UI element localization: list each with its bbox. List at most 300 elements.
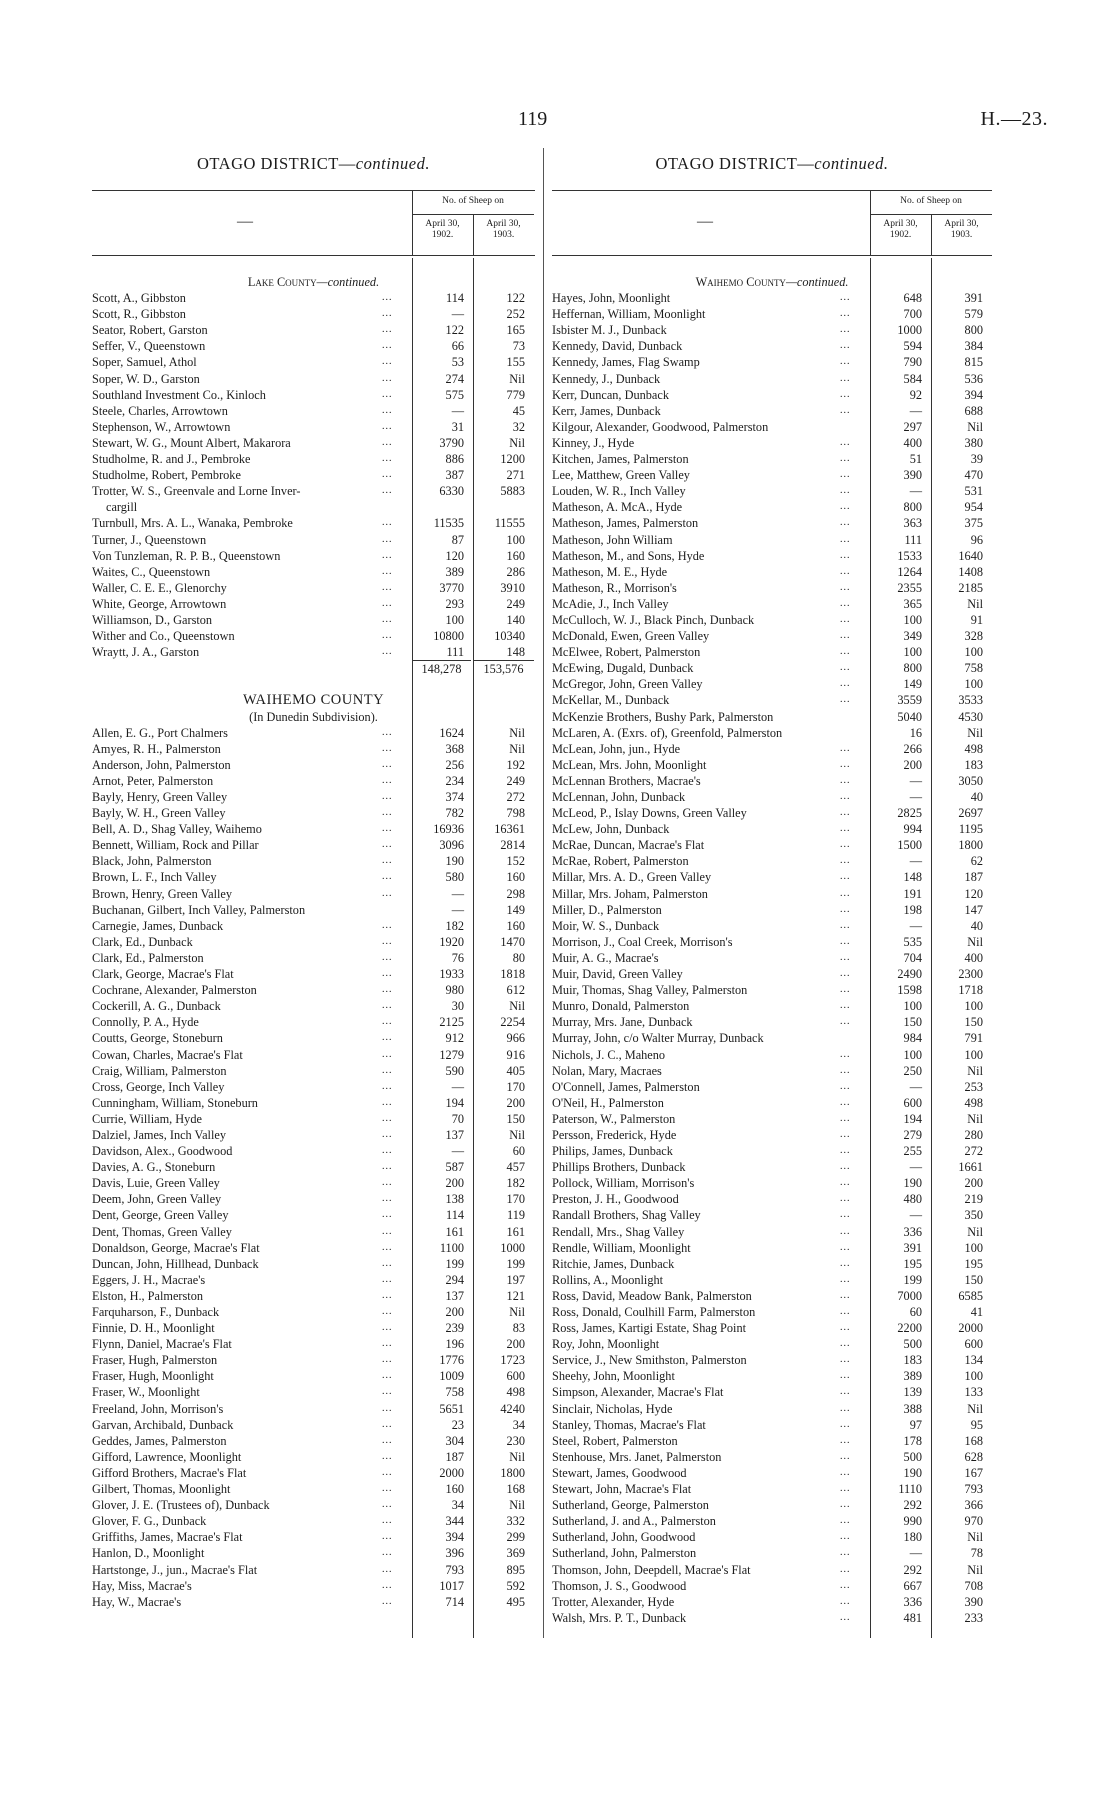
waihemo-row — [552, 1063, 992, 1079]
entry-name: Morrison, J., Coal Creek, Morrison's — [552, 934, 733, 949]
sheep-1902: 191 — [903, 886, 922, 901]
sheep-1902: 886 — [445, 452, 464, 467]
leader-dots: ... — [840, 1000, 851, 1012]
sheep-1902: 394 — [445, 1530, 464, 1545]
waihemo-row — [92, 1352, 535, 1368]
sheep-1902: 1110 — [898, 1482, 922, 1497]
sheep-1902: 66 — [451, 339, 464, 354]
entry-name: Kinney, J., Hyde — [552, 435, 635, 450]
leader-dots: ... — [840, 485, 851, 497]
entry-name: Griffiths, James, Macrae's Flat — [92, 1530, 243, 1545]
sheep-1902: 700 — [903, 307, 922, 322]
sheep-1903: Nil — [509, 435, 525, 450]
waihemo-row — [92, 773, 535, 789]
leader-dots: ... — [382, 1273, 393, 1285]
entry-name: McRae, Duncan, Macrae's Flat — [552, 838, 705, 853]
header-bottom-rule — [552, 255, 992, 256]
leader-dots: ... — [382, 517, 393, 529]
sheep-1902: 368 — [445, 741, 464, 756]
entry-name: Fraser, Hugh, Palmerston — [92, 1353, 218, 1368]
leader-dots: ... — [840, 1354, 851, 1366]
sheep-1903: 1200 — [500, 452, 525, 467]
sheep-1902: 100 — [903, 1047, 922, 1062]
entry-name: McKenzie Brothers, Bushy Park, Palmerston — [552, 709, 774, 724]
lake-row — [92, 435, 535, 451]
sheep-1903: 78 — [970, 1546, 983, 1561]
left-heading-italic: continued. — [355, 154, 430, 173]
sheep-1902: 87 — [451, 532, 464, 547]
waihemo-row — [552, 1095, 992, 1111]
leader-dots: ... — [840, 807, 851, 819]
sheep-1903: 16361 — [494, 822, 525, 837]
entry-name: Brown, Henry, Green Valley — [92, 886, 233, 901]
sheep-1902: — — [909, 484, 922, 499]
leader-dots: ... — [382, 613, 393, 625]
sheep-1903: 272 — [964, 1144, 983, 1159]
sheep-1902: 304 — [445, 1433, 464, 1448]
sheep-1902: 200 — [903, 757, 922, 772]
leader-dots: ... — [382, 404, 393, 416]
entry-name: Ritchie, James, Dunback — [552, 1256, 675, 1271]
sheep-1902: 200 — [445, 1176, 464, 1191]
year1-a: April 30, — [425, 219, 460, 229]
entry-name: Millar, Mrs. Joham, Palmerston — [552, 886, 708, 901]
entry-name: Murray, John, c/o Walter Murray, Dunback — [552, 1031, 764, 1046]
waihemo-row — [552, 902, 992, 918]
waihemo-row — [552, 998, 992, 1014]
year1-b: 1902. — [431, 230, 454, 240]
lake-row — [92, 644, 535, 660]
sheep-1902: 31 — [451, 419, 464, 434]
entry-name: Service, J., New Smithston, Palmerston — [552, 1353, 747, 1368]
waihemo-row — [552, 886, 992, 902]
leader-dots: ... — [840, 436, 851, 448]
year2-header — [931, 219, 992, 241]
sheep-1903: 390 — [964, 1594, 983, 1609]
entry-name: Thomson, John, Deepdell, Macrae's Flat — [552, 1562, 751, 1577]
leader-dots: ... — [382, 1370, 393, 1382]
waihemo-row — [552, 628, 992, 644]
entry-name: Cowan, Charles, Macrae's Flat — [92, 1047, 243, 1062]
sheep-1903: 170 — [506, 1192, 525, 1207]
leader-dots: ... — [840, 1466, 851, 1478]
entry-name: Davies, A. G., Stoneburn — [92, 1160, 216, 1175]
column-separator — [543, 148, 544, 1638]
waihemo-row — [92, 853, 535, 869]
waihemo-row — [92, 1304, 535, 1320]
sheep-1903: 230 — [506, 1433, 525, 1448]
waihemo-row — [552, 1256, 992, 1272]
entry-name: Matheson, M. E., Hyde — [552, 564, 668, 579]
sheep-1903: 366 — [964, 1498, 983, 1513]
waihemo-row — [92, 886, 535, 902]
entry-name: McEwing, Dugald, Dunback — [552, 661, 694, 676]
sheep-1902: 137 — [445, 1127, 464, 1142]
lake-row — [92, 419, 535, 435]
waihemo-row — [552, 1143, 992, 1159]
right-column-header — [552, 193, 992, 255]
sheep-1902: 16 — [909, 725, 922, 740]
entry-name: Simpson, Alexander, Macrae's Flat — [552, 1385, 724, 1400]
entry-name: Garvan, Archibald, Dunback — [92, 1417, 234, 1432]
waihemo-row — [92, 1562, 535, 1578]
sheep-1903: 100 — [964, 1369, 983, 1384]
sheep-header: No. of Sheep on — [900, 196, 962, 206]
sheep-1902: 51 — [909, 452, 922, 467]
entry-name: Hay, W., Macrae's — [92, 1594, 182, 1609]
entry-name: Matheson, M., and Sons, Hyde — [552, 548, 705, 563]
leader-dots: ... — [382, 951, 393, 963]
sheep-1902: 336 — [903, 1224, 922, 1239]
entry-name: Buchanan, Gilbert, Inch Valley, Palmerston — [92, 902, 306, 917]
entry-name: Studholme, R. and J., Pembroke — [92, 452, 251, 467]
entry-name: Currie, William, Hyde — [92, 1111, 202, 1126]
lake-row — [92, 580, 535, 596]
sheep-1903: 628 — [964, 1449, 983, 1464]
leader-dots: ... — [382, 485, 393, 497]
sheep-1903: 249 — [506, 596, 525, 611]
sheep-1903: 168 — [964, 1433, 983, 1448]
waihemo-heading: WAIHEMO COUNTY — [242, 692, 385, 709]
leader-dots: ... — [382, 1499, 393, 1511]
sheep-1903: 199 — [506, 1256, 525, 1271]
waihemo-row — [552, 1079, 992, 1095]
sheep-1902: 714 — [445, 1594, 464, 1609]
sheep-1902: 387 — [445, 468, 464, 483]
leader-dots: ... — [840, 1338, 851, 1350]
sheep-1902: 100 — [903, 999, 922, 1014]
waihemo-row — [92, 1207, 535, 1223]
entry-name: Moir, W. S., Dunback — [552, 918, 660, 933]
sheep-1903: 182 — [506, 1176, 525, 1191]
leader-dots: ... — [382, 1483, 393, 1495]
leader-dots: ... — [840, 340, 851, 352]
entry-name: Geddes, James, Palmerston — [92, 1433, 227, 1448]
sheep-1903: 2000 — [958, 1321, 983, 1336]
leader-dots: ... — [840, 404, 851, 416]
sheep-1902: 374 — [445, 790, 464, 804]
entry-name: Craig, William, Palmerston — [92, 1063, 227, 1078]
leader-dots: ... — [840, 646, 851, 658]
sheep-1902: 590 — [445, 1063, 464, 1078]
leader-dots: ... — [840, 984, 851, 996]
leader-dots: ... — [840, 1048, 851, 1060]
sheep-1902: 594 — [903, 339, 922, 354]
sheep-1902: 1264 — [897, 564, 922, 579]
waihemo-row — [92, 821, 535, 837]
sheep-1902: 481 — [903, 1610, 922, 1625]
waihemo-row — [552, 1272, 992, 1288]
sheep-header: No. of Sheep on — [442, 196, 504, 206]
name-col-header: — — [697, 213, 713, 230]
waihemo-row — [552, 596, 992, 612]
entry-name: McRae, Robert, Palmerston — [552, 854, 689, 869]
leader-dots: ... — [382, 1048, 393, 1060]
sheep-1902: 396 — [445, 1546, 464, 1561]
entry-name: Ross, James, Kartigi Estate, Shag Point — [552, 1321, 747, 1336]
sheep-1903: 1661 — [958, 1160, 983, 1175]
waihemo-row — [92, 869, 535, 885]
leader-dots: ... — [840, 308, 851, 320]
sheep-1903: 119 — [507, 1208, 525, 1223]
entry-name: Bennett, William, Rock and Pillar — [92, 838, 259, 853]
leader-dots: ... — [840, 935, 851, 947]
entry-name: McLennan, John, Dunback — [552, 790, 686, 804]
entry-name: Kerr, James, Dunback — [552, 403, 661, 418]
waihemo-row — [92, 1545, 535, 1561]
entry-name: Matheson, A. McA., Hyde — [552, 500, 683, 515]
leader-dots: ... — [840, 1289, 851, 1301]
sheep-1902: 584 — [903, 371, 922, 386]
sheep-1902: 97 — [909, 1417, 922, 1432]
sheep-1903: 498 — [964, 1095, 983, 1110]
lake-row — [92, 596, 535, 612]
entry-name: Brown, L. F., Inch Valley — [92, 870, 217, 885]
waihemo-row — [552, 1368, 992, 1384]
leader-dots: ... — [840, 887, 851, 899]
sheep-1903: 405 — [506, 1063, 525, 1078]
leader-dots: ... — [840, 533, 851, 545]
sheep-1902: 912 — [445, 1031, 464, 1046]
sheep-1902: 758 — [445, 1385, 464, 1400]
entry-name: Clark, George, Macrae's Flat — [92, 967, 234, 982]
entry-name: Trotter, Alexander, Hyde — [552, 1594, 675, 1609]
waihemo-row — [552, 548, 992, 564]
entry-name: Davis, Luie, Green Valley — [92, 1176, 220, 1191]
leader-dots: ... — [382, 807, 393, 819]
waihemo-row — [92, 1256, 535, 1272]
sheep-1903: 200 — [964, 1176, 983, 1191]
sheep-1903: 152 — [506, 854, 525, 869]
sheep-1903: Nil — [509, 725, 525, 740]
entry-name: Ross, Donald, Coulhill Farm, Palmerston — [552, 1305, 756, 1319]
entry-name: Bayly, Henry, Green Valley — [92, 790, 228, 804]
sheep-1902: 587 — [445, 1160, 464, 1175]
leader-dots: ... — [840, 774, 851, 786]
entry-name: McAdie, J., Inch Valley — [552, 596, 669, 611]
sheep-1902: — — [909, 1546, 922, 1561]
entry-name: Wraytt, J. A., Garston — [92, 645, 200, 660]
sheep-1903: 1718 — [958, 983, 983, 998]
sheep-1903: 252 — [506, 307, 525, 322]
waihemo-row — [552, 580, 992, 596]
entry-name: Cunningham, William, Stoneburn — [92, 1095, 258, 1110]
lake-row — [92, 628, 535, 644]
waihemo-row — [92, 1401, 535, 1417]
leader-dots: ... — [382, 1466, 393, 1478]
leader-dots: ... — [382, 1257, 393, 1269]
entry-name: Sheehy, John, Moonlight — [552, 1369, 675, 1384]
entry-name: Von Tunzleman, R. P. B., Queenstown — [92, 548, 281, 563]
leader-dots: ... — [840, 871, 851, 883]
entry-name: Stewart, John, Macrae's Flat — [552, 1482, 692, 1497]
entry-name: Sutherland, J. and A., Palmerston — [552, 1514, 716, 1529]
sheep-1903: Nil — [967, 1530, 983, 1545]
lake-row — [92, 387, 535, 403]
lake-row — [92, 451, 535, 467]
leader-dots: ... — [840, 903, 851, 915]
right-heading — [552, 154, 992, 174]
sheep-1903: 800 — [964, 323, 983, 338]
sheep-1902: 1598 — [897, 983, 922, 998]
waihemo-row — [92, 1594, 535, 1610]
sheep-1902: 2490 — [897, 967, 922, 982]
sheep-1903: Nil — [509, 1498, 525, 1513]
waihemo-row — [92, 1143, 535, 1159]
sheep-1903: 187 — [964, 870, 983, 885]
entry-name: Finnie, D. H., Moonlight — [92, 1321, 215, 1336]
sheep-1903: 536 — [964, 371, 983, 386]
waihemo-continued-heading — [552, 274, 992, 290]
sheep-1902: 704 — [903, 950, 922, 965]
leader-dots: ... — [840, 613, 851, 625]
entry-name: Stewart, W. G., Mount Albert, Makarora — [92, 435, 291, 450]
entry-name: Davidson, Alex., Goodwood — [92, 1144, 233, 1159]
entry-name: Gilbert, Thomas, Moonlight — [92, 1482, 231, 1497]
waihemo-row — [552, 564, 992, 580]
lake-row — [92, 515, 535, 531]
sheep-1903: 155 — [506, 355, 525, 370]
waihemo-row — [92, 1175, 535, 1191]
entry-name: McLew, John, Dunback — [552, 822, 670, 837]
leader-dots: ... — [382, 1177, 393, 1189]
entry-name: Soper, W. D., Garston — [92, 371, 200, 386]
header-bottom-rule — [92, 255, 535, 256]
entry-name: Paterson, W., Palmerston — [552, 1111, 676, 1126]
sheep-1902: — — [909, 773, 922, 788]
leader-dots: ... — [382, 1289, 393, 1301]
leader-dots: ... — [382, 1386, 393, 1398]
waihemo-row — [552, 354, 992, 370]
waihemo-row — [552, 306, 992, 322]
sheep-1902: 234 — [445, 773, 464, 788]
entry-name: Phillips Brothers, Dunback — [552, 1160, 686, 1175]
data-rule-v1 — [870, 258, 871, 1638]
year2-a: April 30, — [944, 219, 979, 229]
entry-name: Amyes, R. H., Palmerston — [92, 741, 221, 756]
sheep-1902: 1017 — [439, 1578, 464, 1593]
entry-name: McLeod, P., Islay Downs, Green Valley — [552, 806, 747, 821]
waihemo-row — [552, 773, 992, 789]
entry-name: Hayes, John, Moonlight — [552, 291, 671, 306]
entry-name: Philips, James, Dunback — [552, 1144, 673, 1159]
waihemo-row — [552, 451, 992, 467]
sheep-1902: 2825 — [897, 806, 922, 821]
sheep-1903: 1470 — [500, 934, 525, 949]
waihemo-row — [552, 660, 992, 676]
sheep-1902: 195 — [903, 1256, 922, 1271]
sheep-1902: 138 — [445, 1192, 464, 1207]
leader-dots: ... — [382, 871, 393, 883]
waihemo-row — [552, 1030, 992, 1046]
leader-dots: ... — [840, 630, 851, 642]
sheep-1902: 980 — [445, 983, 464, 998]
waihemo-row — [552, 1545, 992, 1561]
sheep-1903: 779 — [506, 387, 525, 402]
entry-name: Southland Investment Co., Kinloch — [92, 387, 266, 402]
leader-dots: ... — [840, 1273, 851, 1285]
left-rows — [92, 274, 535, 1610]
entry-name: Flynn, Daniel, Macrae's Flat — [92, 1337, 232, 1352]
sheep-1903: 1408 — [958, 564, 983, 579]
sheep-1903: 612 — [506, 983, 525, 998]
sheep-1902: 293 — [445, 596, 464, 611]
leader-dots: ... — [382, 420, 393, 432]
sheep-1902: 148 — [903, 870, 922, 885]
waihemo-row — [552, 1497, 992, 1513]
leader-dots: ... — [840, 1434, 851, 1446]
leader-dots: ... — [382, 1322, 393, 1334]
sheep-1902: 600 — [903, 1095, 922, 1110]
leader-dots: ... — [382, 1434, 393, 1446]
leader-dots: ... — [840, 1611, 851, 1623]
sheep-1903: 73 — [512, 339, 525, 354]
entry-name: Glover, F. G., Dunback — [92, 1514, 207, 1529]
sheep-1902: 349 — [903, 629, 922, 644]
sheep-1903: 10340 — [494, 629, 525, 644]
waihemo-row — [92, 1288, 535, 1304]
table-top-rule — [552, 190, 992, 191]
entry-name: cargill — [106, 500, 138, 515]
sheep-1903: 40 — [970, 790, 983, 804]
leader-dots: ... — [840, 855, 851, 867]
waihemo-row — [92, 789, 535, 805]
section-name: Lake County — [247, 275, 317, 289]
sheep-1903: 161 — [506, 1224, 525, 1239]
leader-dots: ... — [382, 758, 393, 770]
sheep-1902: 150 — [903, 1015, 922, 1030]
sheep-1902: 990 — [903, 1514, 922, 1529]
leader-dots: ... — [382, 340, 393, 352]
entry-name: Donaldson, George, Macrae's Flat — [92, 1240, 260, 1255]
leader-dots: ... — [840, 372, 851, 384]
sheep-1903: 1723 — [500, 1353, 525, 1368]
leader-dots: ... — [840, 453, 851, 465]
left-column-header — [92, 193, 535, 255]
sheep-1902: 149 — [903, 677, 922, 692]
entry-name: Soper, Samuel, Athol — [92, 355, 197, 370]
entry-name: Allen, E. G., Port Chalmers — [92, 725, 228, 740]
entry-name: Preston, J. H., Goodwood — [552, 1192, 679, 1207]
entry-name: Turner, J., Queenstown — [92, 532, 207, 547]
waihemo-row — [92, 1030, 535, 1046]
leader-dots: ... — [840, 1370, 851, 1382]
sheep-1903: 134 — [964, 1353, 983, 1368]
sheep-1903: 148 — [506, 645, 525, 660]
lake-row — [92, 354, 535, 370]
year2-a: April 30, — [486, 219, 521, 229]
leader-dots: ... — [382, 1402, 393, 1414]
sheep-1903: 531 — [964, 484, 983, 499]
waihemo-row — [552, 532, 992, 548]
sheep-1902: 535 — [903, 934, 922, 949]
sheep-1903: 41 — [970, 1305, 983, 1319]
lake-row — [92, 564, 535, 580]
sheep-1903: 80 — [512, 950, 525, 965]
entry-name: Kennedy, James, Flag Swamp — [552, 355, 700, 370]
leader-dots: ... — [840, 1515, 851, 1527]
leader-dots: ... — [840, 1112, 851, 1124]
sheep-1903: 140 — [506, 612, 525, 627]
entry-name: Williamson, D., Garston — [92, 612, 213, 627]
sheep-1902: 114 — [446, 291, 464, 306]
entry-name: McDonald, Ewen, Green Valley — [552, 629, 710, 644]
waihemo-row — [552, 1159, 992, 1175]
sheep-1902: 198 — [903, 902, 922, 917]
sheep-1903: 688 — [964, 403, 983, 418]
entry-name: Kilgour, Alexander, Goodwood, Palmerston — [552, 419, 769, 434]
entry-name: Pollock, William, Morrison's — [552, 1176, 695, 1191]
